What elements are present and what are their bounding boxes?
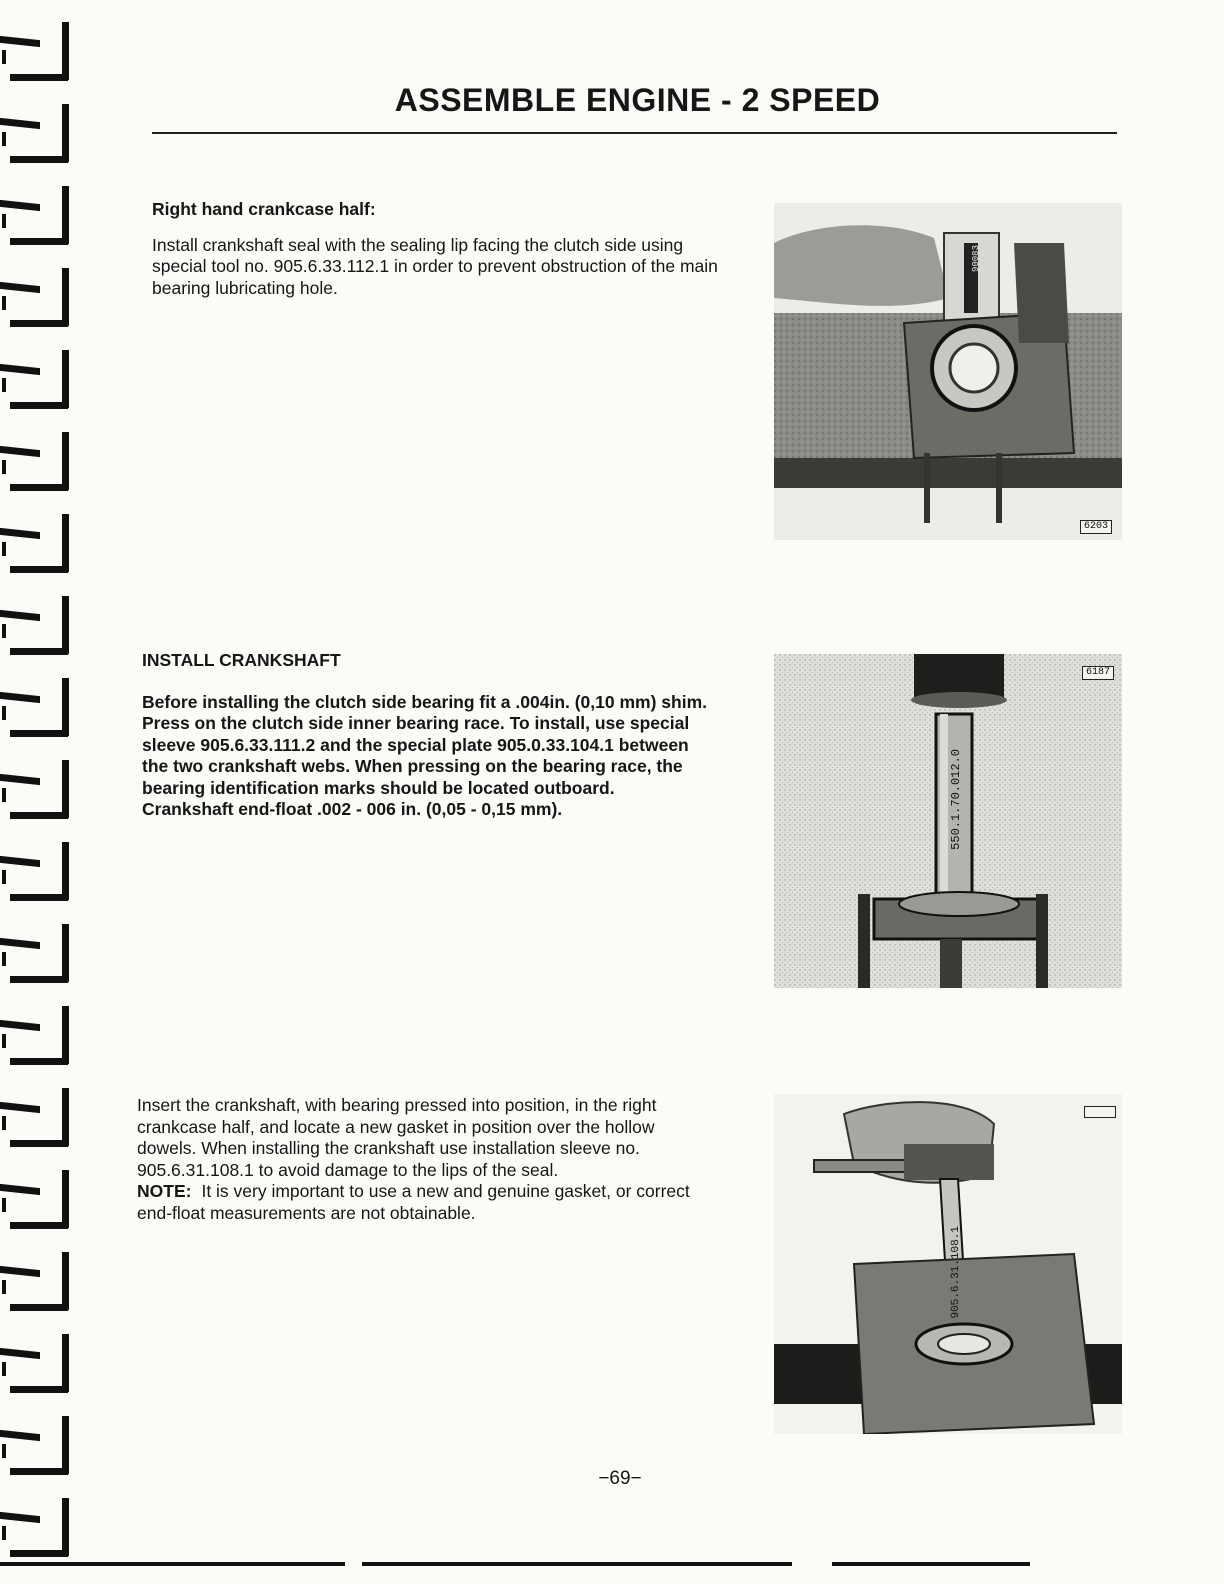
binding-mark <box>0 350 72 420</box>
bottom-rule <box>362 1562 792 1566</box>
page-title: ASSEMBLE ENGINE - 2 SPEED <box>394 82 881 118</box>
binding-mark <box>0 268 72 338</box>
title-rule <box>152 132 1117 134</box>
binding-mark <box>0 1334 72 1404</box>
binding-mark <box>0 842 72 912</box>
note-text: It is very important to use a new and genuine gasket, or correct end-float measurements are not obtainable. <box>137 1181 690 1223</box>
section-paragraph: Before installing the clutch side bearing fit a .004in. (0,10 mm) shim. <box>142 691 707 712</box>
section-body: Install crankshaft seal with the sealing lip facing the clutch side using special tool no. 905.6.33.112.1 in order to prevent obstruction of the main bearing lubricating hole. <box>152 234 718 298</box>
binding-mark <box>0 1252 72 1322</box>
section-heading: Right hand crankcase half: <box>152 199 376 219</box>
photo-crankshaft-seal-install <box>774 203 1122 540</box>
binding-mark <box>0 596 72 666</box>
section-paragraph: Crankshaft end-float .002 - 006 in. (0,05 - 0,15 mm). <box>142 799 563 819</box>
binding-mark <box>0 432 72 502</box>
section-note <box>137 1181 707 1224</box>
photo-bearing-press <box>774 654 1122 988</box>
tool-marking: 90083 <box>971 245 981 273</box>
photo-crankshaft-insert <box>774 1094 1122 1434</box>
binding-mark <box>0 1088 72 1158</box>
binding-mark <box>0 514 72 584</box>
section-body: Insert the crankshaft, with bearing pressed into position, in the right crankcase half, and locate a new gasket in position over the hollow dowels. When installing the crankshaft use installation sleeve no. 905.6.31.108.1 to avoid damage to the lips of the seal. <box>137 1095 657 1180</box>
tool-marking: 905.6.31.108.1 <box>950 1225 962 1319</box>
section-insert-crankshaft <box>137 1095 707 1224</box>
binding-margin <box>0 0 80 1584</box>
binding-mark <box>0 1006 72 1076</box>
figure-label: 6203 <box>1080 520 1112 534</box>
section-paragraph: Press on the clutch side inner bearing race. To install, use special sleeve 905.6.33.111.2 and the special plate 905.0.33.104.1 between the two crankshaft webs. When pressing on the bearing race, the bearing identification marks should be located outboard. <box>142 713 690 798</box>
section-right-crankcase <box>152 199 718 299</box>
binding-mark <box>0 678 72 748</box>
binding-mark <box>0 924 72 994</box>
section-heading: INSTALL CRANKSHAFT <box>142 650 341 670</box>
page-number: −69− <box>598 1468 642 1489</box>
tool-marking: 550.1.70.012.0 <box>949 749 963 850</box>
binding-mark <box>0 186 72 256</box>
binding-mark <box>0 1170 72 1240</box>
section-install-crankshaft <box>142 650 708 821</box>
binding-mark <box>0 760 72 830</box>
figure-label: 6187 <box>1082 666 1114 680</box>
bottom-rule <box>0 1562 345 1566</box>
binding-mark <box>0 1498 72 1568</box>
bottom-rule <box>832 1562 1030 1566</box>
note-label: NOTE: <box>137 1181 192 1201</box>
figure-label <box>1084 1106 1116 1118</box>
